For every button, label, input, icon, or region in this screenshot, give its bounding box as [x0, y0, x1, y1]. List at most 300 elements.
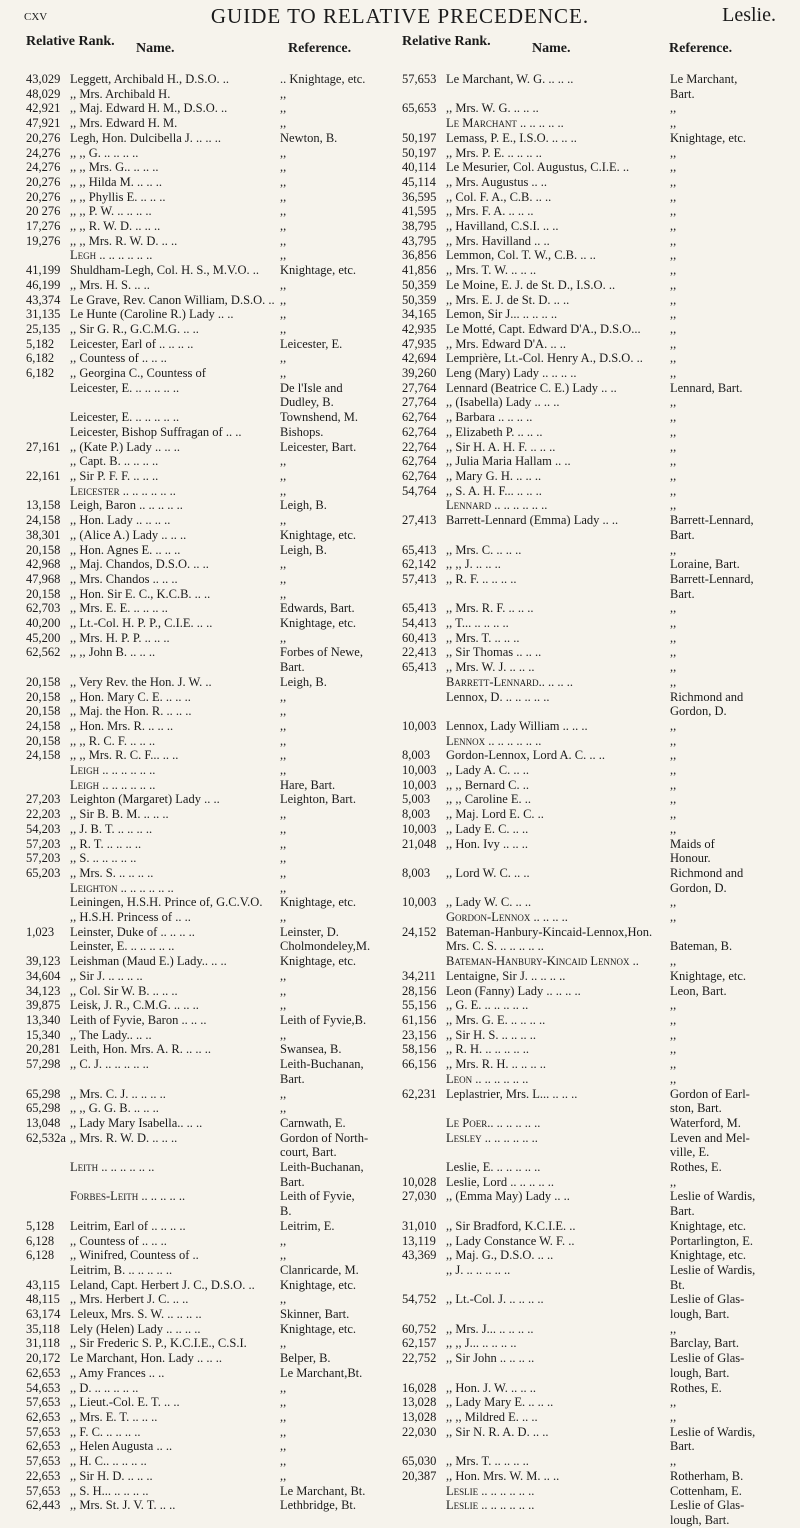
entry-row [402, 645, 790, 660]
rank-cell: 65,203 [26, 865, 61, 880]
reference-cell: ,, [280, 86, 287, 101]
rank-cell [402, 954, 446, 969]
rank-cell: 62,157 [402, 1336, 437, 1351]
name-cell: Leicester, E. .. .. .. .. .. [70, 410, 180, 425]
entry-row [26, 822, 398, 837]
entry-row [26, 1204, 398, 1219]
rank-cell: 57,203 [26, 851, 61, 866]
name-cell: Mrs. C. S. .. .. .. .. .. [446, 939, 544, 954]
entry-row [26, 1189, 398, 1204]
entry-row [26, 954, 398, 969]
reference-cell: ,, [280, 116, 287, 131]
reference-cell: ,, [670, 277, 677, 292]
name-cell: ,, Sir Frederic S. P., K.C.I.E., C.S.I. [70, 1336, 247, 1351]
entry-row [402, 307, 790, 322]
reference-cell: ,, [280, 1101, 287, 1116]
entry-row [402, 851, 790, 866]
name-cell: ,, Havilland, C.S.I. .. .. [446, 219, 559, 234]
entry-row [26, 351, 398, 366]
reference-cell: ,, [280, 1336, 287, 1351]
reference-cell: ,, [280, 219, 287, 234]
entry-row [26, 1116, 398, 1131]
name-cell [446, 704, 670, 719]
entry-row [402, 440, 790, 455]
rank-cell: 54,653 [26, 1380, 61, 1395]
entry-row [402, 675, 790, 690]
rank-cell: 48,115 [26, 1292, 60, 1307]
name-cell: Le Motté, Capt. Edward D'A., D.S.O... [446, 321, 641, 336]
reference-cell: ,, [670, 748, 677, 763]
rank-cell: 50,197 [402, 145, 437, 160]
rank-cell: 61,156 [402, 1013, 437, 1027]
entry-row [26, 851, 398, 866]
rank-cell: 36,856 [402, 248, 437, 263]
reference-cell: Leicester, Bart. [280, 439, 357, 454]
name-cell: ,, Mrs. Chandos .. .. .. [70, 571, 178, 586]
reference-cell: Knightage, etc. [280, 616, 357, 631]
entry-row [402, 1072, 790, 1087]
reference-cell: ,, [280, 748, 287, 763]
entry-row [402, 101, 790, 116]
rank-cell [402, 587, 446, 602]
name-cell: Leigh .. .. .. .. .. .. [70, 763, 156, 778]
rank-cell: 43,374 [26, 292, 61, 307]
reference-cell: .. Knightage, etc. [280, 72, 366, 86]
entry-row [26, 631, 398, 646]
entry-row [402, 1042, 790, 1057]
name-cell: ,, Sir P. F. F. .. .. .. [70, 468, 159, 483]
entry-row [26, 1366, 398, 1381]
name-cell: Barrett-Lennard (Emma) Lady .. .. [446, 513, 619, 528]
reference-cell: ,, [280, 763, 287, 778]
reference-cell: Bart. [670, 86, 695, 101]
entry-list [26, 72, 398, 1513]
rank-cell [26, 1072, 70, 1087]
entry-row [402, 234, 790, 249]
rank-cell: 13,028 [402, 1409, 437, 1424]
entry-row [26, 146, 398, 161]
entry-row [402, 248, 790, 263]
name-cell: Leicester .. .. .. .. .. .. [70, 483, 176, 498]
reference-cell: ,, [670, 248, 677, 263]
name-cell: Le Mesurier, Col. Augustus, C.I.E. .. [446, 160, 630, 175]
reference-cell: ,, [670, 718, 677, 733]
reference-cell: ,, [670, 1321, 677, 1336]
reference-cell: Barclay, Bart. [670, 1336, 739, 1351]
name-cell: Leicester, Earl of .. .. .. .. [70, 336, 194, 351]
name-cell: ,, Mrs. Edward H. M. [70, 116, 178, 131]
reference-cell: ,, [670, 263, 677, 278]
running-head-surname: Leslie. [722, 4, 776, 26]
reference-cell: Barrett-Lennard, [670, 513, 754, 528]
rank-cell: 38,301 [26, 527, 61, 542]
name-cell: Lennox, Lady William .. .. .. [446, 718, 588, 733]
entry-row [402, 337, 790, 352]
rank-cell: 65,298 [26, 1101, 61, 1116]
rank-cell: 62,231 [402, 1086, 437, 1101]
reference-cell: Knightage, etc. [280, 895, 357, 910]
entry-row [26, 101, 398, 116]
name-cell: ,, Lady W. C. .. .. [446, 895, 532, 910]
entry-row [402, 1336, 790, 1351]
rank-cell: 47,968 [26, 571, 61, 586]
reference-cell: ,, [670, 160, 677, 175]
name-cell: Leith .. .. .. .. .. .. [70, 1160, 155, 1175]
name-cell: ,, (Emma May) Lady .. .. [446, 1189, 570, 1204]
rank-header: Relative Rank. [402, 34, 491, 49]
left-column [26, 32, 398, 1513]
rank-cell: 62,653 [26, 1365, 61, 1380]
rank-cell: 27,764 [402, 380, 437, 395]
entry-row [402, 616, 790, 631]
name-cell: Leslie, E. .. .. .. .. .. [446, 1160, 541, 1175]
entry-row [402, 1087, 790, 1102]
name-cell: ,, Lieut.-Col. E. T. .. .. [70, 1395, 180, 1410]
entry-row [402, 778, 790, 793]
name-cell: ,, Sir Bradford, K.C.I.E. .. [446, 1218, 576, 1233]
name-cell: ,, Hon. J. W. .. .. .. [446, 1380, 536, 1395]
name-cell [70, 1175, 280, 1190]
name-cell: ,, Sir H. D. .. .. .. [70, 1468, 153, 1483]
entry-row [402, 513, 790, 528]
name-cell: ,, ,, J. .. .. .. [446, 557, 501, 572]
name-cell: Leiningen, H.S.H. Prince of, G.C.V.O. [70, 895, 263, 910]
name-cell: Lesley .. .. .. .. .. .. [446, 1130, 538, 1145]
reference-cell: ,, [670, 733, 677, 748]
name-cell: Le Marchant, W. G. .. .. .. [446, 72, 574, 86]
reference-cell: Leslie of Wardis, [670, 1189, 756, 1204]
entry-row [26, 792, 398, 807]
rank-cell [402, 851, 446, 866]
entry-row [402, 1395, 790, 1410]
entry-row [402, 910, 790, 925]
rank-cell [26, 660, 70, 675]
reference-cell: Maids of [670, 836, 715, 851]
entry-row [26, 234, 398, 249]
name-cell: ,, ,, R. C. F. .. .. .. [70, 733, 156, 748]
entry-row [26, 513, 398, 528]
reference-cell: ,, [280, 1233, 287, 1248]
name-cell: ,, Lady Constance W. F. .. [446, 1233, 575, 1248]
reference-cell: Leith of Fyvie, [280, 1189, 355, 1204]
rank-cell: 38,795 [402, 219, 437, 234]
rank-cell: 60,752 [402, 1321, 437, 1336]
entry-row [402, 704, 790, 719]
name-cell: ,, ,, Caroline E. .. [446, 792, 532, 807]
reference-cell: Carnwath, E. [280, 1115, 346, 1130]
rank-cell: 54,764 [402, 483, 437, 498]
rank-cell [402, 116, 446, 131]
reference-cell: ,, [670, 454, 677, 469]
entry-row [26, 116, 398, 131]
entry-row [26, 410, 398, 425]
entry-row [26, 748, 398, 763]
entry-row [402, 763, 790, 778]
reference-cell: Barrett-Lennard, [670, 571, 754, 586]
name-cell: ,, (Alice A.) Lady .. .. .. [70, 527, 187, 542]
name-cell: Leighton (Margaret) Lady .. .. [70, 792, 220, 807]
entry-row [26, 469, 398, 484]
rank-cell: 13,048 [26, 1115, 61, 1130]
entry-row [402, 1013, 790, 1028]
rank-cell: 62,764 [402, 424, 437, 439]
rank-cell: 8,003 [402, 748, 431, 763]
name-cell [70, 395, 280, 410]
rank-cell: 40,200 [26, 616, 61, 631]
name-cell: ,, Mrs. H. S. .. .. [70, 277, 150, 292]
name-cell: Leslie, Lord .. .. .. .. .. [446, 1174, 554, 1189]
entry-row [402, 984, 790, 999]
name-cell: Lennard (Beatrice C. E.) Lady .. .. [446, 380, 617, 395]
entry-row [26, 484, 398, 499]
entry-row [26, 675, 398, 690]
reference-cell: Knightage, etc. [280, 954, 357, 969]
reference-cell: Leslie of Glas- [670, 1292, 745, 1307]
reference-cell: ,, [670, 1013, 677, 1027]
rank-cell [402, 1484, 446, 1499]
name-cell: ,, Col. Sir W. B. .. .. .. [70, 983, 178, 998]
entry-row [26, 969, 398, 984]
reference-cell: ,, [280, 1027, 287, 1042]
name-cell [446, 1204, 670, 1219]
reference-cell: Honour. [670, 851, 711, 866]
name-cell: ,, Lord W. C. .. .. [446, 865, 530, 880]
rank-cell: 41,856 [402, 263, 437, 278]
entry-row [26, 1336, 398, 1351]
rank-cell: 10,003 [402, 763, 437, 778]
reference-cell: Hare, Bart. [280, 777, 336, 792]
rank-cell: 10,003 [402, 718, 437, 733]
reference-cell: Leith-Buchanan, [280, 1160, 364, 1175]
reference-cell: Leon, Bart. [670, 983, 727, 998]
name-cell: ,, H.S.H. Princess of .. .. [70, 910, 191, 925]
name-cell: Leicester, Bishop Suffragan of .. .. [70, 424, 242, 439]
reference-cell: Bart. [670, 527, 695, 542]
name-cell: ,, Amy Frances .. .. [70, 1365, 165, 1380]
rank-cell: 20,172 [26, 1351, 61, 1366]
entry-row [26, 1307, 398, 1322]
name-cell: Lemon, Sir J... .. .. .. .. [446, 307, 558, 322]
name-cell: ,, Mrs. J... .. .. .. .. [446, 1321, 534, 1336]
name-cell: ,, S. H... .. .. .. .. [70, 1483, 149, 1498]
name-cell: ,, S. .. .. .. .. .. [70, 851, 137, 866]
name-cell [446, 1366, 670, 1381]
name-cell: Lennard .. .. .. .. .. .. [446, 498, 548, 513]
reference-cell: ,, [280, 998, 287, 1013]
rank-cell: 42,968 [26, 557, 61, 572]
reference-cell: Le Marchant, [670, 72, 738, 86]
reference-cell: Knightage, etc. [280, 527, 357, 542]
reference-cell: Swansea, B. [280, 1042, 342, 1057]
reference-cell: ,, [670, 1454, 677, 1469]
name-cell: ,, H. C.. .. .. .. .. [70, 1454, 147, 1469]
name-cell: ,, Sir G. R., G.C.M.G. .. .. [70, 321, 199, 336]
reference-cell: ston, Bart. [670, 1101, 722, 1116]
reference-cell: Leslie of Glas- [670, 1498, 745, 1513]
rank-cell [26, 1204, 70, 1219]
rank-cell: 22,161 [26, 468, 61, 483]
entry-row [402, 1454, 790, 1469]
reference-cell: ,, [280, 1439, 287, 1454]
reference-cell: ,, [670, 645, 677, 660]
rank-cell [26, 895, 70, 910]
name-cell: ,, ,, Hilda M. .. .. .. [70, 174, 163, 189]
rank-cell: 36,595 [402, 189, 437, 204]
name-cell [446, 851, 670, 866]
rank-cell: 39,875 [26, 998, 61, 1013]
name-cell: Bateman-Hanbury-Kincaid-Lennox,Hon. [446, 924, 653, 939]
entry-row [402, 1307, 790, 1322]
entry-row [26, 1484, 398, 1499]
rank-cell [26, 410, 70, 425]
name-cell: ,, Mrs. R. F. .. .. .. [446, 601, 534, 616]
name-cell: ,, R. H. .. .. .. .. .. [446, 1042, 529, 1057]
rank-cell: 20,276 [26, 130, 61, 145]
entry-row [402, 351, 790, 366]
rank-cell: 20,276 [26, 189, 61, 204]
rank-cell: 20 276 [26, 204, 61, 219]
entry-row [26, 1498, 398, 1513]
entry-row [26, 1072, 398, 1087]
reference-cell: ,, [670, 204, 677, 219]
entry-row [26, 278, 398, 293]
name-cell [70, 1204, 280, 1219]
name-cell: ,, Sir Thomas .. .. .. [446, 645, 542, 660]
name-cell: ,, Maj. G., D.S.O. .. .. [446, 1248, 554, 1263]
entry-row [26, 219, 398, 234]
entry-row [26, 807, 398, 822]
rank-cell [26, 939, 70, 954]
entry-row [26, 1013, 398, 1028]
entry-row [26, 498, 398, 513]
entry-row [402, 1145, 790, 1160]
rank-cell [402, 87, 446, 102]
reference-cell: Knightage, etc. [670, 1218, 747, 1233]
reference-cell: ,, [670, 233, 677, 248]
reference-cell: Leighton, Bart. [280, 792, 357, 807]
rank-cell: 43,369 [402, 1248, 437, 1263]
reference-cell: De l'Isle and [280, 380, 343, 395]
entry-row [402, 190, 790, 205]
reference-cell: ,, [670, 336, 677, 351]
reference-cell: Richmond and [670, 865, 744, 880]
name-cell: ,, Hon. Mary C. E. .. .. .. [70, 689, 191, 704]
entry-row [26, 1028, 398, 1043]
reference-cell: Lennard, Bart. [670, 380, 743, 395]
rank-cell: 58,156 [402, 1042, 437, 1057]
reference-cell: ,, [280, 292, 287, 307]
entry-row [402, 528, 790, 543]
reference-cell: Leigh, B. [280, 542, 327, 557]
name-cell: ,, C. J. .. .. .. .. .. [70, 1057, 149, 1072]
entry-row [26, 72, 398, 87]
reference-cell: Rotherham, B. [670, 1468, 744, 1483]
entry-row [26, 1219, 398, 1234]
entry-row [26, 587, 398, 602]
reference-cell: Richmond and [670, 689, 744, 704]
column-header [26, 32, 398, 72]
entry-row [26, 1248, 398, 1263]
name-cell: ,, Mrs. R. H. .. .. .. .. [446, 1057, 547, 1072]
entry-row [402, 807, 790, 822]
reference-cell: ,, [280, 204, 287, 219]
entry-row [26, 1439, 398, 1454]
name-cell: ,, T... .. .. .. .. [446, 616, 509, 631]
rank-cell [26, 395, 70, 410]
entry-row [26, 1292, 398, 1307]
rank-cell: 57,298 [26, 1057, 61, 1072]
entry-row [26, 1057, 398, 1072]
entry-row [402, 204, 790, 219]
name-cell: ,, Maj. Chandos, D.S.O. .. .. [70, 557, 209, 572]
entry-row [402, 1292, 790, 1307]
reference-cell: ,, [280, 366, 287, 381]
reference-cell: ,, [280, 1248, 287, 1263]
name-cell: ,, Hon. Agnes E. .. .. .. [70, 542, 181, 557]
rank-cell [402, 881, 446, 896]
rank-cell: 62,764 [402, 410, 437, 425]
name-cell: Leland, Capt. Herbert J. C., D.S.O. .. [70, 1277, 255, 1292]
rank-cell: 22,203 [26, 807, 61, 822]
rank-cell [402, 1439, 446, 1454]
rank-cell: 27,030 [402, 1189, 437, 1204]
rank-cell: 10,028 [402, 1174, 437, 1189]
rank-cell: 65,030 [402, 1454, 437, 1469]
rank-cell [402, 1498, 446, 1513]
entry-row [402, 557, 790, 572]
name-cell: ,, Mrs. S. .. .. .. .. [70, 865, 154, 880]
entry-row [26, 939, 398, 954]
reference-cell: ville, E. [670, 1145, 710, 1160]
reference-cell: Leslie of Wardis, [670, 1262, 756, 1277]
reference-cell: Cholmondeley,M. [280, 939, 371, 954]
rank-cell: 65,298 [26, 1086, 61, 1101]
entry-row [26, 557, 398, 572]
rank-cell: 65,413 [402, 542, 437, 557]
entry-row [402, 660, 790, 675]
rank-cell [402, 528, 446, 543]
rank-cell: 62,562 [26, 645, 61, 660]
entry-row [26, 1175, 398, 1190]
rank-cell [26, 881, 70, 896]
rank-cell: 20,158 [26, 586, 61, 601]
entry-row [26, 293, 398, 308]
name-cell: ,, Lt.-Col. J. .. .. .. .. [446, 1292, 544, 1307]
entry-row [402, 587, 790, 602]
name-cell: ,, Mrs. C. .. .. .. [446, 542, 522, 557]
name-cell: Leggett, Archibald H., D.S.O. .. [70, 72, 230, 86]
entry-row [26, 984, 398, 999]
name-cell [446, 587, 670, 602]
name-cell: Le Grave, Rev. Canon William, D.S.O. .. [70, 292, 275, 307]
rank-cell [402, 675, 446, 690]
rank-cell: 57,413 [402, 571, 437, 586]
rank-cell: 62,653 [26, 1439, 61, 1454]
entry-row [26, 175, 398, 190]
reference-cell: ,, [280, 248, 287, 263]
rank-cell: 47,935 [402, 336, 437, 351]
reference-cell: ,, [670, 395, 677, 410]
reference-cell: ,, [670, 174, 677, 189]
entry-row [26, 263, 398, 278]
entry-row [26, 1351, 398, 1366]
rank-cell: 65,413 [402, 660, 437, 675]
rank-cell [26, 381, 70, 396]
entry-row [26, 425, 398, 440]
entry-row [402, 866, 790, 881]
reference-cell: Leith of Fyvie,B. [280, 1013, 367, 1027]
reference-cell: ,, [280, 983, 287, 998]
